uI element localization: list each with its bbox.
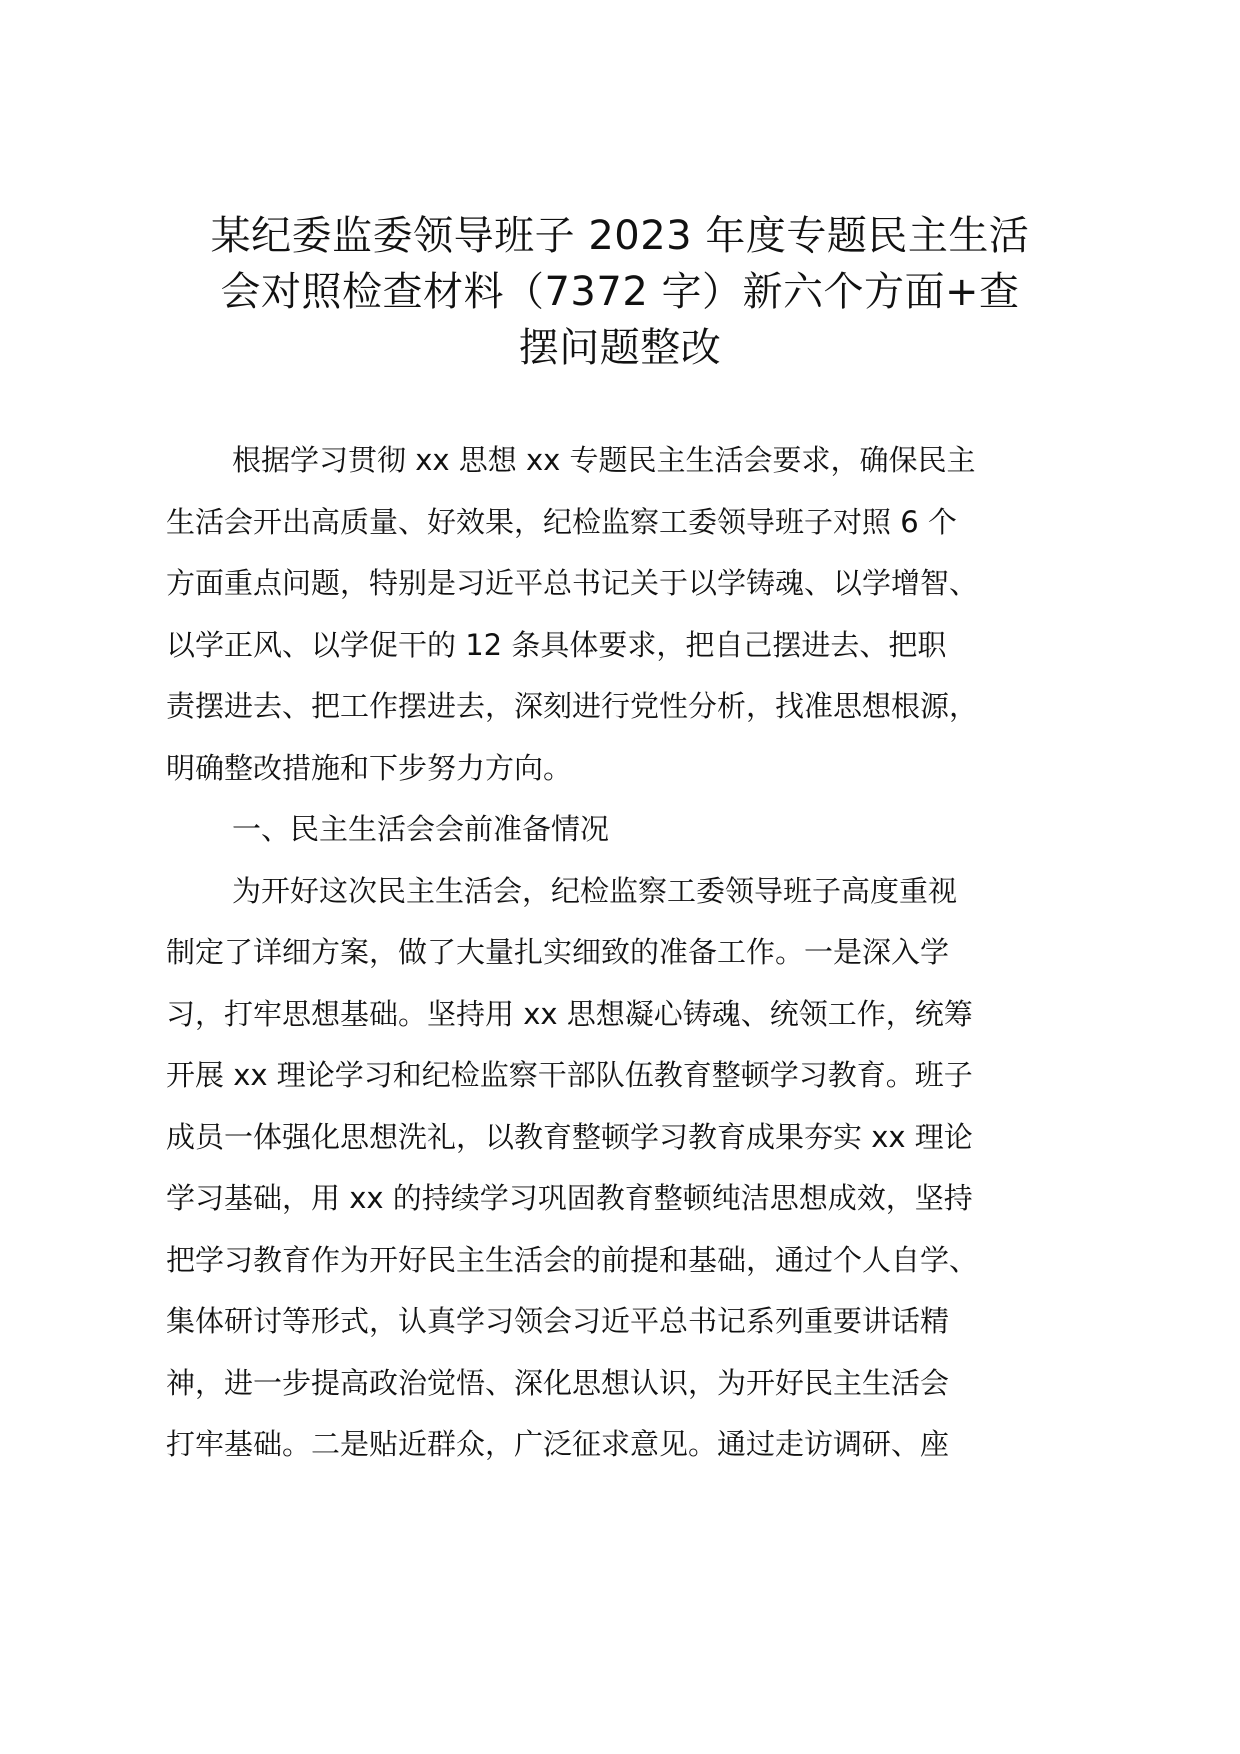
text-line: 成员一体强化思想洗礼，以教育整顿学习教育成果夯实 xx 理论	[166, 1119, 973, 1154]
text-line: 生活会开出高质量、好效果，纪检监察工委领导班子对照 6 个	[166, 504, 957, 539]
text-line: 打牢基础。二是贴近群众，广泛征求意见。通过走访调研、座	[166, 1427, 950, 1461]
text-line: 明确整改措施和下步努力方向。	[166, 750, 573, 785]
section-heading-text: 一、民主生活会会前准备情况	[232, 812, 610, 846]
text-line: 开展 xx 理论学习和纪检监察干部队伍教育整顿学习教育。班子	[166, 1058, 973, 1092]
document-title	[160, 208, 1080, 376]
text-line: 制定了详细方案，做了大量扎实细致的准备工作。一是深入学	[166, 935, 950, 969]
text-line: 把学习教育作为开好民主生活会的前提和基础，通过个人自学、	[166, 1242, 979, 1277]
title-line-2: 会对照检查材料（7372 字）新六个方面+查	[220, 269, 1020, 315]
text-line: 以学正风、以学促干的 12 条具体要求，把自己摆进去、把职	[166, 627, 947, 662]
text-line: 神，进一步提高政治觉悟、深化思想认识，为开好民主生活会	[166, 1365, 950, 1400]
paragraph-intro	[166, 430, 1126, 799]
text-line: 为开好这次民主生活会，纪检监察工委领导班子高度重视	[232, 873, 958, 908]
text-line: 习，打牢思想基础。坚持用 xx 思想凝心铸魂、统领工作，统筹	[166, 996, 973, 1031]
text-line: 根据学习贯彻 xx 思想 xx 专题民主生活会要求，确保民主	[232, 443, 976, 477]
document-body	[166, 430, 1126, 1476]
text-line: 学习基础，用 xx 的持续学习巩固教育整顿纯洁思想成效，坚持	[166, 1181, 973, 1215]
text-line: 责摆进去、把工作摆进去，深刻进行党性分析，找准思想根源，	[166, 689, 979, 723]
text-line: 方面重点问题，特别是习近平总书记关于以学铸魂、以学增智、	[166, 566, 979, 600]
text-line: 集体研讨等形式，认真学习领会习近平总书记系列重要讲话精	[166, 1304, 950, 1338]
section-heading	[166, 799, 1126, 861]
paragraph-preparation	[166, 861, 1126, 1476]
title-line-3: 摆问题整改	[518, 325, 722, 371]
title-line-1: 某纪委监委领导班子 2023 年度专题民主生活	[210, 213, 1030, 259]
